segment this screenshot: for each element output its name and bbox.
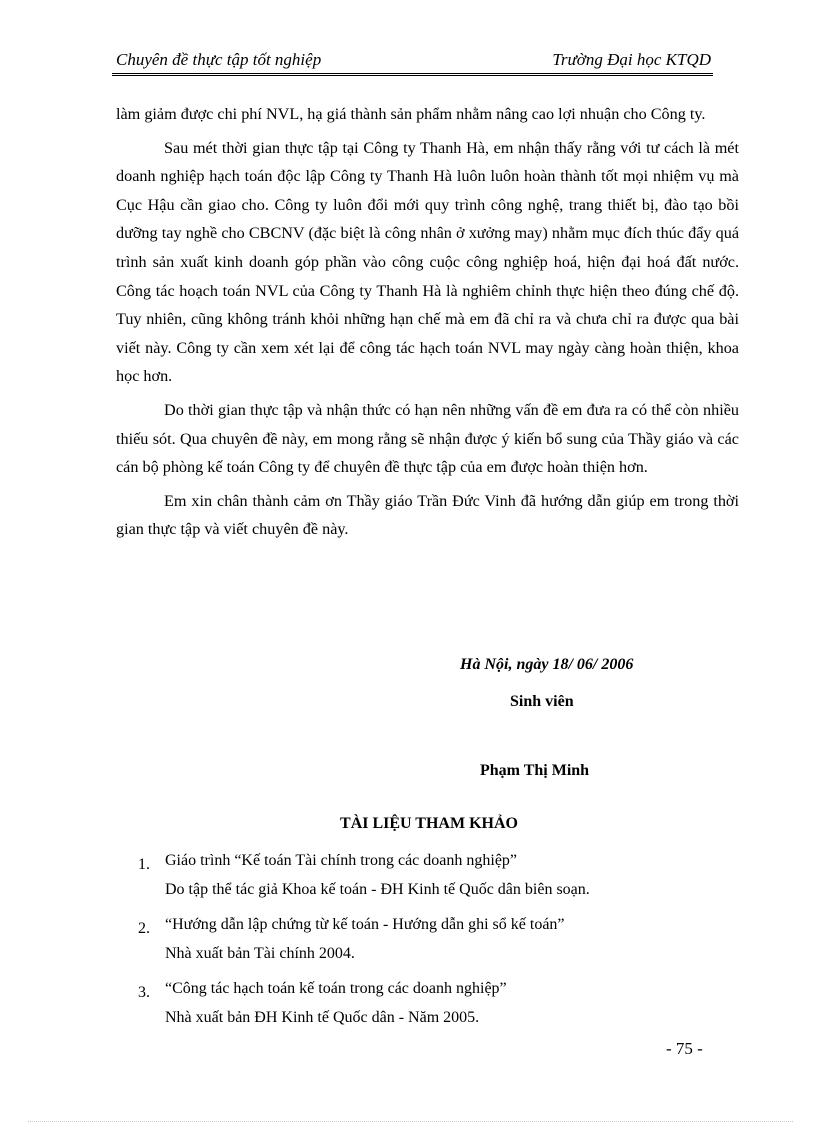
references-title: TÀI LIỆU THAM KHẢO (340, 815, 518, 832)
reference-item (138, 974, 698, 1032)
header-school: Trường Đại học KTQD (552, 50, 711, 69)
signature-role: Sinh viên (510, 693, 574, 710)
paragraph: làm giảm được chi phí NVL, hạ giá thành sản phẩm nhằm nâng cao lợi nhuận cho Công ty. (116, 105, 706, 123)
page-header (112, 47, 713, 76)
reference-title: “Hướng dẫn lập chứng từ kế toán - Hướng dẫn ghi sổ kế toán” (165, 916, 565, 933)
page-bottom-divider (28, 1121, 793, 1122)
reference-item (138, 846, 698, 904)
signature-name: Phạm Thị Minh (480, 762, 590, 779)
reference-source: Nhà xuất bản Tài chính 2004. (165, 945, 355, 962)
reference-item (138, 910, 698, 968)
reference-source: Nhà xuất bản ĐH Kinh tế Quốc dân - Năm 2005. (165, 1009, 480, 1026)
body-text (116, 100, 739, 549)
reference-number: 2. (138, 920, 150, 937)
reference-title: Giáo trình “Kế toán Tài chính trong các doanh nghiệp” (165, 852, 518, 869)
signature-date: Hà Nội, ngày 18/ 06/ 2006 (460, 656, 634, 673)
page-number: - 75 - (666, 1039, 703, 1058)
paragraph: Em xin chân thành cảm ơn Thầy giáo Trần Đức Vinh đã hướng dẫn giúp em trong thời gian thực tập và viết chuyên đề này. (116, 491, 739, 539)
reference-number: 3. (138, 984, 150, 1001)
paragraph: Do thời gian thực tập và nhận thức có hạn nên những vấn đề em đưa ra có thể còn nhiều thiếu sót. Qua chuyên đề này, em mong rằng sẽ nhận được ý kiến bổ sung của Thầy giáo và các cán bộ phòng kế toán Công ty để chuyên đề thực tập của em được hoàn thiện hơn. (116, 400, 739, 477)
header-title: Chuyên đề thực tập tốt nghiệp (116, 50, 322, 69)
reference-number: 1. (138, 856, 150, 873)
reference-title: “Công tác hạch toán kế toán trong các doanh nghiệp” (165, 980, 507, 997)
references-list (138, 846, 698, 1038)
paragraph: Sau mét thời gian thực tập tại Công ty Thanh Hà, em nhận thấy rằng với tư cách là mét doanh nghiệp hạch toán độc lập Công ty Thanh Hà luôn luôn hoàn thành tốt mọi nhiệm vụ mà Cục Hậu cần giao cho. Công ty luôn đổi mới quy trình công nghệ, trang thiết bị, đào tạo bồi dưỡng tay nghề cho CBCNV (đặc biệt là công nhân ở xưởng may) nhằm mục đích thúc đẩy quá trình sản xuất kinh doanh góp phần vào công cuộc công nghiệp hoá, hiện đại hoá đất nước. Công tác hoạch toán NVL của Công ty Thanh Hà là nghiêm chỉnh thực hiện theo đúng chế độ. Tuy nhiên, cũng không tránh khỏi những hạn chế mà em đã chỉ ra và chưa chỉ ra được qua bài viết này. Công ty cần xem xét lại để công tác hạch toán NVL may ngày càng hoàn thiện, khoa học hơn. (116, 138, 739, 386)
reference-source: Do tập thể tác giả Khoa kế toán - ĐH Kinh tế Quốc dân biên soạn. (165, 881, 590, 898)
